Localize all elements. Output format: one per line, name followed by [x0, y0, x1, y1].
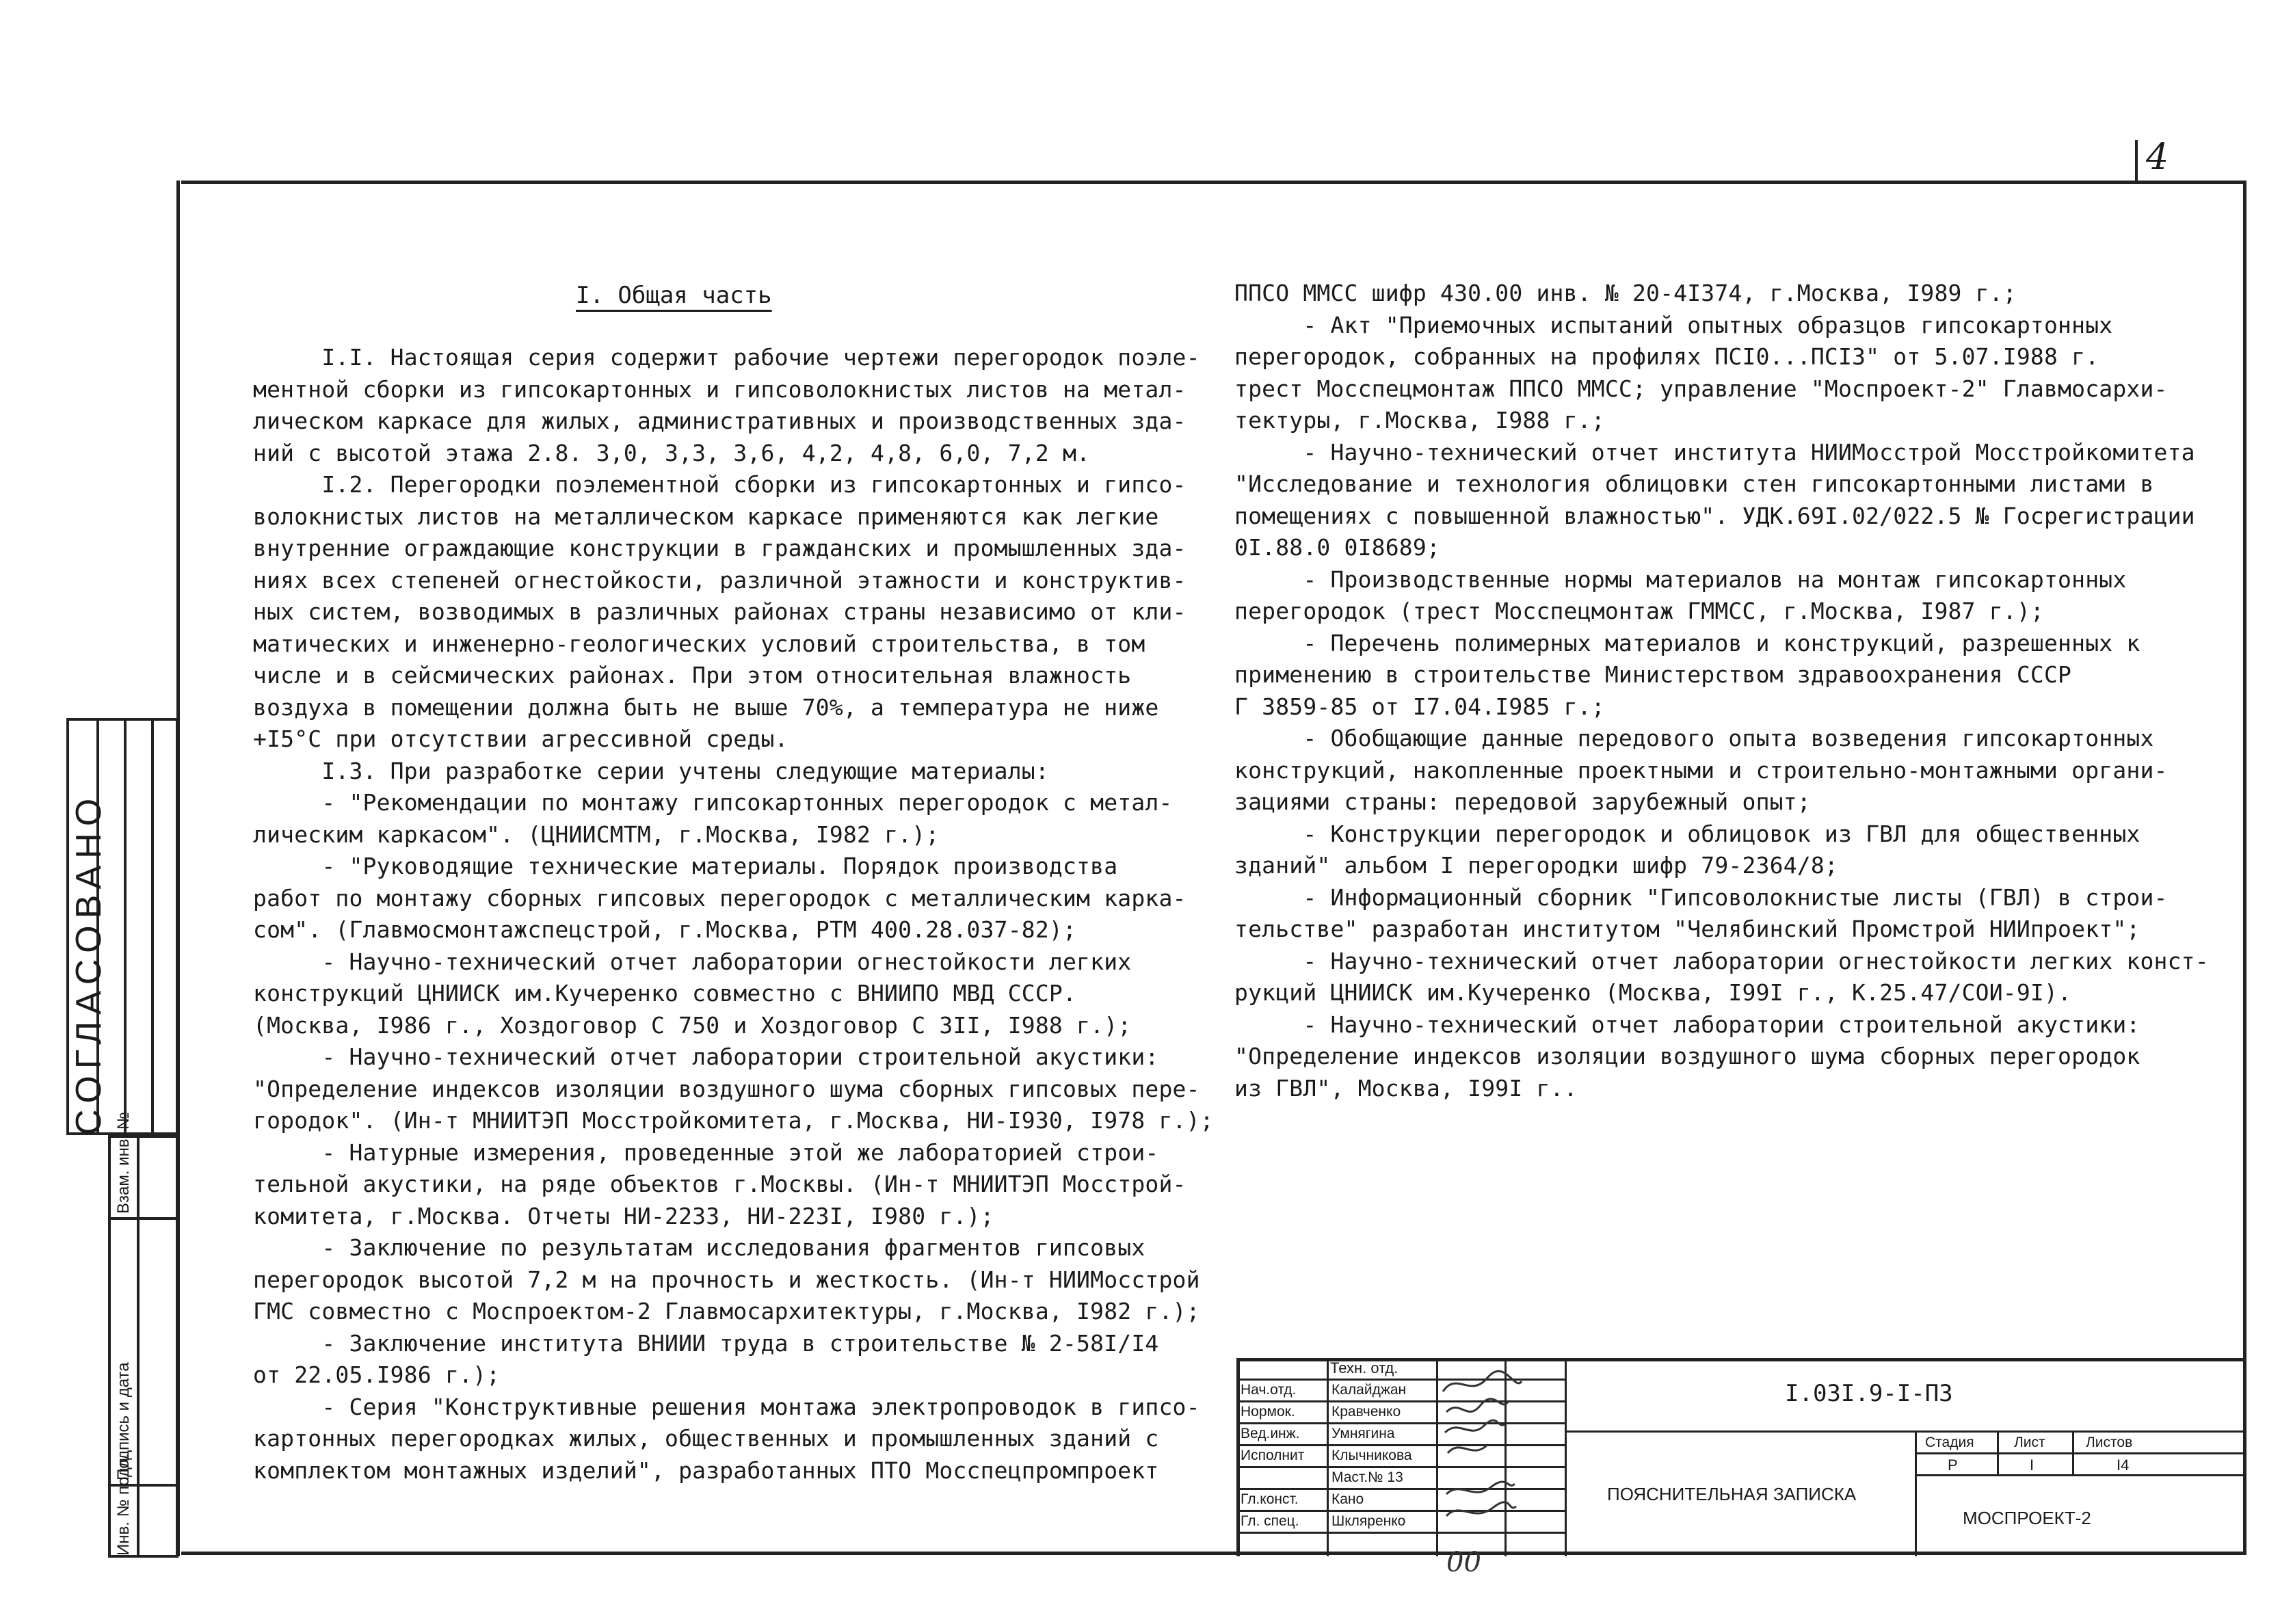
sheets-value: I4	[2117, 1456, 2130, 1474]
text-line: применению в строительстве Министерством здравоохранения СССР	[1234, 661, 2072, 688]
text-line: зданий" альбом I перегородки шифр 79-2364/8;	[1234, 852, 1838, 879]
tb-mid-v	[1915, 1430, 1917, 1556]
text-line: - "Рекомендации по монтажу гипсокартонных перегородок с метал-	[253, 789, 1173, 816]
text-line: из ГВЛ", Москва, I99I г..	[1234, 1074, 1578, 1102]
text-line: воздуха в помещении должна быть не выше 70%, а температура не ниже	[253, 693, 1159, 721]
tb-role-2: Вед.инж.	[1241, 1426, 1300, 1441]
text-line: ний с высотой этажа 2.8. 3,0, 3,3, 3,6, 4,2, 4,8, 6,0, 7,2 м.	[253, 439, 1091, 466]
tb-name-3: Клычникова	[1331, 1448, 1412, 1463]
text-line: ных систем, возводимых в различных районах страны независимо от кли-	[253, 598, 1187, 625]
text-line: I.I. Настоящая серия содержит рабочие чертежи перегородок поэле-	[253, 344, 1200, 371]
text-line: - Серия "Конструктивные решения монтажа электропроводок в гипсо-	[253, 1393, 1200, 1420]
tb-stage-v2	[2072, 1430, 2074, 1474]
stamp-cell-3	[124, 718, 154, 1135]
text-line: помещениях с повышенной влажностью". УДК.69I.02/022.5 № Госрегистрации	[1234, 502, 2195, 529]
org-name: МОСПРОЕКТ-2	[1963, 1508, 2091, 1528]
below-mark: 00	[1446, 1547, 1481, 1578]
tb-tech-label: Техн. отд.	[1330, 1359, 1399, 1376]
text-line: - Перечень полимерных материалов и конструкций, разрешенных к	[1234, 629, 2140, 656]
text-line: картонных перегородках жилых, общественных и промышленных зданий с	[253, 1425, 1159, 1452]
text-line: зациями страны: передовой зарубежный опыт;	[1234, 788, 1811, 815]
text-line: рукций ЦНИИСК им.Кучеренко (Москва, I99I г., К.25.47/СОИ-9I).	[1234, 979, 2072, 1006]
text-line: лическом каркасе для жилых, административных и производственных зда-	[253, 408, 1187, 434]
stamp-divider-1	[108, 1217, 178, 1220]
text-line: - Научно-технический отчет института НИИМосстрой Мосстройкомитета	[1234, 438, 2195, 466]
tb-role-6: Гл. спец.	[1241, 1513, 1299, 1529]
tb-name-4: Маст.№ 13	[1331, 1469, 1403, 1485]
text-line: - Научно-технический отчет лаборатории строительной акустики:	[253, 1043, 1159, 1070]
text-line: конструкций, накопленные проектными и строительно-монтажными органи-	[1234, 756, 2168, 784]
text-line: - Акт "Приемочных испытаний опытных образцов гипсокартонных	[1234, 311, 2113, 338]
tb-name-5: Кано	[1331, 1491, 1364, 1507]
text-line: перегородок высотой 7,2 м на прочность и жесткость. (Ин-т НИИМосстрой	[253, 1266, 1200, 1293]
text-line: работ по монтажу сборных гипсовых перегородок с металлическим карка-	[253, 884, 1187, 911]
text-line: тельстве" разработан институтом "Челябинский Промстрой НИИпроект";	[1234, 916, 2140, 942]
signatures-drawing	[1440, 1364, 1563, 1535]
text-line: - "Руководящие технические материалы. Порядок производства	[253, 853, 1118, 879]
tb-stage-h2	[1915, 1474, 2246, 1476]
text-line: городок". (Ин-т МНИИТЭП Мосстройкомитета, г.Москва, НИ-I930, I978 г.);	[253, 1107, 1214, 1134]
tb-stage-h1	[1915, 1452, 2246, 1454]
sheet-value: I	[2030, 1456, 2034, 1474]
text-line: - Конструкции перегородок и облицовок из ГВЛ для общественных	[1234, 820, 2140, 847]
right-text-column	[1234, 278, 2209, 1104]
text-line: I.3. При разработке серии учтены следующие материалы:	[253, 757, 1049, 784]
tb-name-0: Калайджан	[1331, 1382, 1407, 1398]
text-line: +I5°С при отсутствии агрессивной среды.	[253, 726, 788, 752]
text-line: - Научно-технический отчет лаборатории строительной акустики:	[1234, 1011, 2140, 1038]
tb-role-5: Гл.конст.	[1241, 1491, 1299, 1507]
text-line: матических и инженерно-геологических условий строительства, в том	[253, 630, 1145, 657]
text-line: комитета, г.Москва. Отчеты НИ-2233, НИ-223I, I980 г.);	[253, 1202, 994, 1229]
stamp-cell-4	[151, 718, 178, 1135]
text-line: сом". (Главмосмонтажспецстрой, г.Москва, РТМ 400.28.037-82);	[253, 916, 1077, 943]
text-line: "Определение индексов изоляции воздушного шума сборных гипсовых пере-	[253, 1075, 1200, 1102]
text-line: перегородок (трест Мосспецмонтаж ГММСС, г.Москва, I987 г.);	[1234, 598, 2044, 624]
text-line: ментной сборки из гипсокартонных и гипсоволокнистых листов на метал-	[253, 375, 1187, 403]
text-line: волокнистых листов на металлическом каркасе применяются как легкие	[253, 503, 1159, 530]
doc-title: ПОЯСНИТЕЛЬНАЯ ЗАПИСКА	[1607, 1484, 1857, 1504]
page-number-bar	[2135, 140, 2138, 183]
text-line: I.2. Перегородки поэлементной сборки из гипсокартонных и гипсо-	[253, 471, 1187, 498]
text-line: комплектом монтажных изделий", разработанных ПТО Мосспецпромпроект	[253, 1456, 1159, 1484]
text-line: - Производственные нормы материалов на монтаж гипсокартонных	[1234, 565, 2127, 593]
text-line: (Москва, I986 г., Хоздоговор С 750 и Хоздоговор С 3II, I988 г.);	[253, 1011, 1132, 1039]
stamp-sign-date: Подпись и дата	[114, 1362, 133, 1480]
text-line: конструкций ЦНИИСК им.Кучеренко совместно с ВНИИПО МВД СССР.	[253, 980, 1077, 1007]
text-line: трест Мосспецмонтаж ППСО ММСС; управление "Моспроект-2" Главмосархи-	[1234, 375, 2168, 402]
section-heading: I. Общая часть	[576, 282, 772, 309]
text-line: - Натурные измерения, проведенные этой же лабораторией строи-	[253, 1139, 1159, 1166]
text-line: - Заключение института ВНИИИ труда в строительстве № 2-58I/I4	[253, 1329, 1159, 1357]
stage-label: Стадия	[1925, 1435, 1974, 1450]
tb-role-1: Нормок.	[1241, 1404, 1295, 1420]
text-line: - Обобщающие данные передового опыта возведения гипсокартонных	[1234, 725, 2154, 751]
text-line: лическим каркасом". (ЦНИИСМТМ, г.Москва, I982 г.);	[253, 821, 940, 848]
text-line: - Информационный сборник "Гипсоволокнистые листы (ГВЛ) в строи-	[1234, 883, 2168, 911]
tb-left	[1236, 1358, 1240, 1556]
stamp-divider-3	[137, 1135, 140, 1558]
text-line: ППСО ММСС шифр 430.00 инв. № 20-4I374, г.Москва, I989 г.;	[1234, 280, 2017, 306]
text-line: ГМС совместно с Моспроектом-2 Главмосархитектуры, г.Москва, I982 г.);	[253, 1298, 1200, 1325]
tb-col-4	[1565, 1358, 1567, 1556]
tb-stage-v1	[1997, 1430, 1999, 1474]
text-line: ниях всех степеней огнестойкости, различной этажности и конструктив-	[253, 566, 1187, 594]
tb-name-1: Кравченко	[1331, 1404, 1401, 1420]
doc-code: I.03I.9-I-ПЗ	[1785, 1380, 1953, 1407]
tb-name-2: Умнягина	[1331, 1426, 1395, 1441]
text-line: "Исследование и технология облицовки стен гипсокартонными листами в	[1234, 470, 2154, 497]
tb-name-6: Шкляренко	[1331, 1513, 1406, 1529]
sheets-label: Листов	[2086, 1435, 2133, 1450]
stage-value: Р	[1948, 1456, 1958, 1474]
stamp-inv-orig: Инв. № подл.	[114, 1453, 133, 1556]
page-number: 4	[2146, 137, 2169, 178]
sheet-label: Лист	[2014, 1435, 2045, 1450]
stamp-inv-replace: Взам. инв. №	[114, 1112, 133, 1214]
stamp-agreed-text: СОГЛАСОВАНО	[69, 791, 109, 1135]
text-line: "Определение индексов изоляции воздушного шума сборных перегородок	[1234, 1043, 2140, 1069]
text-line: 0I.88.0 0I8689;	[1234, 534, 1441, 561]
text-line: - Научно-технический отчет лаборатории огнестойкости легких конст-	[1234, 947, 2209, 974]
text-line: перегородок, собранных на профилях ПСI0...ПСI3" от 5.07.I988 г.	[1234, 343, 2099, 370]
tb-col-2	[1436, 1358, 1438, 1556]
text-line: тектуры, г.Москва, I988 г.;	[1234, 407, 1605, 434]
text-line: - Заключение по результатам исследования фрагментов гипсовых	[253, 1234, 1145, 1261]
text-line: тельной акустики, на ряде объектов г.Москвы. (Ин-т МНИИТЭП Мосстрой-	[253, 1171, 1187, 1197]
tb-role-0: Нач.отд.	[1241, 1382, 1297, 1398]
text-line: - Научно-технический отчет лаборатории огнестойкости легких	[253, 948, 1132, 975]
text-line: от 22.05.I986 г.);	[253, 1361, 501, 1388]
text-line: Г 3859-85 от I7.04.I985 г.;	[1234, 693, 1605, 720]
tb-role-3: Исполнит	[1241, 1448, 1305, 1463]
left-text-column	[253, 342, 1214, 1487]
text-line: числе и в сейсмических районах. При этом относительная влажность	[253, 662, 1132, 689]
tb-mid-h	[1565, 1430, 2246, 1433]
text-line: внутренние ограждающие конструкции в гражданских и промышленных зда-	[253, 535, 1187, 561]
tb-col-1	[1327, 1358, 1329, 1556]
